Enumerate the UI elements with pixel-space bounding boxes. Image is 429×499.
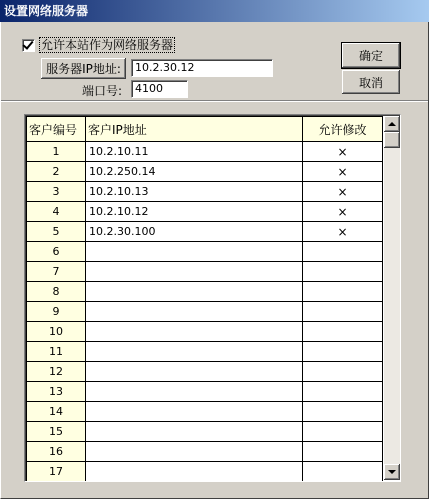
client-number-cell[interactable]: 16 bbox=[27, 442, 86, 462]
table-row[interactable] bbox=[27, 462, 383, 482]
client-ip-cell[interactable] bbox=[86, 262, 303, 282]
scroll-up-arrow-icon bbox=[388, 122, 396, 126]
table-row[interactable] bbox=[27, 162, 383, 182]
table-row[interactable] bbox=[27, 402, 383, 422]
allow-server-checkbox-row[interactable] bbox=[22, 37, 175, 53]
client-ip-cell[interactable] bbox=[86, 242, 303, 262]
table-row[interactable] bbox=[27, 282, 383, 302]
allow-modify-cell[interactable]: × bbox=[303, 162, 383, 182]
client-ip-cell[interactable] bbox=[86, 382, 303, 402]
allow-modify-cell[interactable] bbox=[303, 342, 383, 362]
allow-modify-cell[interactable] bbox=[303, 442, 383, 462]
allow-server-label[interactable]: 允许本站作为网络服务器 bbox=[41, 38, 174, 52]
client-number-cell[interactable]: 15 bbox=[27, 422, 86, 442]
server-ip-input[interactable]: 10.2.30.12 bbox=[131, 59, 273, 77]
allow-modify-cell[interactable] bbox=[303, 362, 383, 382]
client-number-cell[interactable]: 17 bbox=[27, 462, 86, 482]
allow-modify-cell[interactable] bbox=[303, 422, 383, 442]
client-number-cell[interactable]: 6 bbox=[27, 242, 86, 262]
table-row[interactable] bbox=[27, 342, 383, 362]
client-number-cell[interactable]: 4 bbox=[27, 202, 86, 222]
client-number-cell[interactable]: 11 bbox=[27, 342, 86, 362]
allow-modify-cell[interactable] bbox=[303, 402, 383, 422]
client-ip-cell[interactable] bbox=[86, 402, 303, 422]
table-row[interactable] bbox=[27, 142, 383, 162]
client-ip-cell[interactable] bbox=[86, 302, 303, 322]
client-number-cell[interactable]: 10 bbox=[27, 322, 86, 342]
client-number-cell[interactable]: 9 bbox=[27, 302, 86, 322]
column-header-allow-modify[interactable]: 允许修改 bbox=[303, 117, 383, 142]
vertical-scrollbar[interactable] bbox=[384, 116, 400, 480]
allow-modify-cell[interactable] bbox=[303, 242, 383, 262]
allow-modify-cell[interactable]: × bbox=[303, 222, 383, 242]
allow-modify-cell[interactable] bbox=[303, 262, 383, 282]
allow-modify-cell[interactable]: × bbox=[303, 182, 383, 202]
client-number-cell[interactable]: 5 bbox=[27, 222, 86, 242]
table-row[interactable] bbox=[27, 182, 383, 202]
table-row[interactable] bbox=[27, 222, 383, 242]
column-header-client-ip[interactable]: 客户IP地址 bbox=[86, 117, 303, 142]
client-number-cell[interactable]: 13 bbox=[27, 382, 86, 402]
table-row[interactable] bbox=[27, 242, 383, 262]
client-ip-cell[interactable] bbox=[86, 362, 303, 382]
clients-table bbox=[26, 116, 383, 482]
table-row[interactable] bbox=[27, 302, 383, 322]
column-header-client-number[interactable]: 客户编号 bbox=[27, 117, 86, 142]
client-ip-cell[interactable]: 10.2.10.11 bbox=[86, 142, 303, 162]
allow-modify-cell[interactable] bbox=[303, 282, 383, 302]
client-number-cell[interactable]: 14 bbox=[27, 402, 86, 422]
allow-modify-cell[interactable] bbox=[303, 322, 383, 342]
port-input[interactable]: 4100 bbox=[131, 80, 188, 98]
table-row[interactable] bbox=[27, 442, 383, 462]
client-ip-cell[interactable] bbox=[86, 462, 303, 482]
client-ip-cell[interactable]: 10.2.30.100 bbox=[86, 222, 303, 242]
table-row[interactable] bbox=[27, 262, 383, 282]
checkmark-icon bbox=[22, 38, 33, 50]
scroll-down-button[interactable] bbox=[384, 464, 400, 480]
client-number-cell[interactable]: 12 bbox=[27, 362, 86, 382]
client-number-cell[interactable]: 8 bbox=[27, 282, 86, 302]
separator-line bbox=[1, 100, 428, 102]
table-row[interactable] bbox=[27, 382, 383, 402]
allow-modify-cell[interactable]: × bbox=[303, 202, 383, 222]
table-header-row bbox=[27, 117, 383, 142]
scroll-thumb[interactable] bbox=[384, 132, 400, 148]
client-ip-cell[interactable] bbox=[86, 342, 303, 362]
scroll-down-arrow-icon bbox=[388, 470, 396, 474]
client-ip-cell[interactable]: 10.2.10.12 bbox=[86, 202, 303, 222]
window-title: 设置网络服务器 bbox=[0, 0, 429, 22]
allow-server-checkbox[interactable] bbox=[22, 39, 35, 52]
allow-modify-cell[interactable] bbox=[303, 382, 383, 402]
table-row[interactable] bbox=[27, 202, 383, 222]
client-number-cell[interactable]: 7 bbox=[27, 262, 86, 282]
table-row[interactable] bbox=[27, 322, 383, 342]
client-ip-cell[interactable]: 10.2.250.14 bbox=[86, 162, 303, 182]
allow-modify-cell[interactable] bbox=[303, 462, 383, 482]
client-ip-cell[interactable] bbox=[86, 442, 303, 462]
server-ip-label-button[interactable]: 服务器IP地址: bbox=[41, 58, 126, 79]
scroll-up-button[interactable] bbox=[384, 116, 400, 132]
allow-modify-cell[interactable]: × bbox=[303, 142, 383, 162]
clients-grid[interactable] bbox=[24, 114, 401, 482]
table-row[interactable] bbox=[27, 422, 383, 442]
client-ip-cell[interactable] bbox=[86, 282, 303, 302]
client-ip-cell[interactable]: 10.2.10.13 bbox=[86, 182, 303, 202]
client-number-cell[interactable]: 2 bbox=[27, 162, 86, 182]
table-row[interactable] bbox=[27, 362, 383, 382]
port-label: 端口号: bbox=[82, 84, 123, 98]
client-number-cell[interactable]: 1 bbox=[27, 142, 86, 162]
allow-modify-cell[interactable] bbox=[303, 302, 383, 322]
client-number-cell[interactable]: 3 bbox=[27, 182, 86, 202]
ok-button[interactable]: 确定 bbox=[342, 43, 400, 68]
cancel-button[interactable]: 取消 bbox=[342, 70, 400, 94]
client-ip-cell[interactable] bbox=[86, 422, 303, 442]
client-ip-cell[interactable] bbox=[86, 322, 303, 342]
